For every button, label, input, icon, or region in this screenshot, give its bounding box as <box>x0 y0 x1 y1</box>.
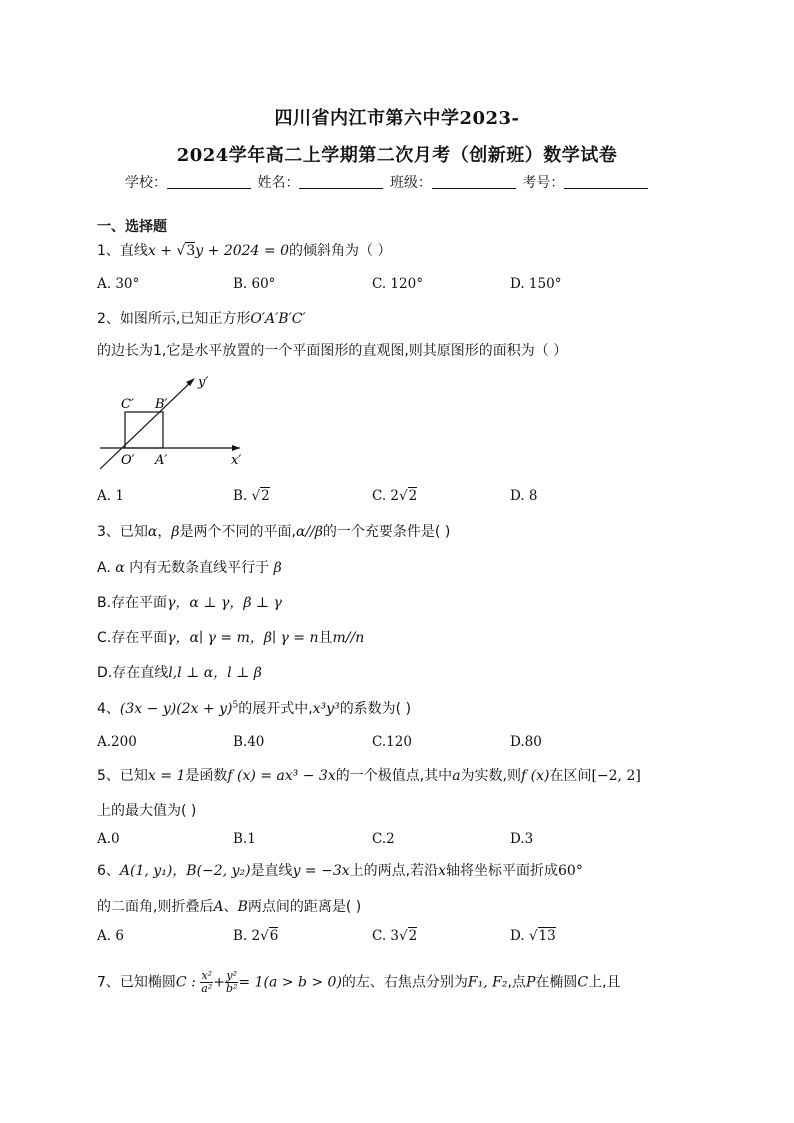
q2-line1: 2、如图所示,已知正方形 <box>97 311 251 327</box>
q5-option-a[interactable]: A.0 <box>97 831 120 847</box>
q7-frac-x: $\frac{\text{x²}}{\text{a²}}$ <box>201 969 213 995</box>
label-c: C′ <box>121 397 134 412</box>
class-label: 班级： <box>389 175 432 191</box>
label-x: x′ <box>231 453 242 468</box>
section-heading: 一、选择题 <box>97 219 167 235</box>
label-b: B′ <box>155 397 168 412</box>
question-6-line-1: 6、A(1, y₁)，B(−2, y₂)是直线y = −3x上的两点,若沿x轴将坐标平面折成60° <box>97 863 583 879</box>
q1-suffix: 的倾斜角为（ ） <box>289 243 392 259</box>
q3-option-b[interactable]: B.存在平面γ，α ⊥ γ，β ⊥ γ <box>97 595 282 611</box>
y-axis <box>100 380 193 469</box>
q4-option-d[interactable]: D.80 <box>510 734 542 750</box>
class-blank[interactable] <box>432 174 516 189</box>
q1-sqrt: 3 <box>186 243 196 259</box>
q5-option-d[interactable]: D.3 <box>510 831 534 847</box>
q1-prefix: 1、直线 <box>97 243 148 259</box>
student-info-row <box>125 172 650 192</box>
school-blank[interactable] <box>167 174 251 189</box>
number-blank[interactable] <box>564 174 648 189</box>
square-oabc <box>125 412 163 448</box>
exam-title-line-1: 四川省内江市第六中学2023- <box>274 108 520 129</box>
q2-figure <box>97 372 257 472</box>
name-label: 姓名： <box>257 175 300 191</box>
q6-option-d[interactable]: D. √13 <box>510 928 556 944</box>
number-label: 考号： <box>522 175 565 191</box>
label-o: O′ <box>121 453 135 468</box>
q7-frac-y: $\frac{\text{y²}}{\text{b²}}$ <box>225 969 238 995</box>
school-label: 学校： <box>125 175 167 191</box>
q4-option-a[interactable]: A.200 <box>97 734 137 750</box>
x-axis-arrow-icon <box>232 445 240 451</box>
q1-expr-a: x + <box>147 243 177 259</box>
q3-option-d[interactable]: D.存在直线l,l ⊥ α，l ⊥ β <box>97 665 262 681</box>
q6-option-a[interactable]: A. 6 <box>97 928 124 944</box>
q1-option-a[interactable]: A. 30° <box>97 276 140 292</box>
question-5-line-1: 5、已知x = 1是函数f (x) = ax³ − 3x的一个极值点,其中a为实数,则f (x)在区间[−2, 2] <box>97 768 641 784</box>
q1-option-d[interactable]: D. 150° <box>510 276 562 292</box>
question-3: 3、已知α，β是两个不同的平面,α//β的一个充要条件是( ) <box>97 524 451 540</box>
label-a: A′ <box>155 453 168 468</box>
label-y: y′ <box>198 375 209 390</box>
name-blank[interactable] <box>299 174 383 189</box>
q3-option-a[interactable]: A. α 内有无数条直线平行于 β <box>97 560 282 576</box>
q1-expr-b: y + 2024 = 0 <box>195 243 290 259</box>
question-6-line-2: 的二面角,则折叠后A、B两点间的距离是( ) <box>97 899 362 915</box>
q2-shape: O′A′B′C′ <box>250 311 306 327</box>
question-2-line-2: 的边长为1,它是水平放置的一个平面图形的直观图,则其原图形的面积为（ ） <box>97 343 568 359</box>
question-7: 7、已知椭圆C : $\frac{\text{x²}}{\text{a²}}$ + $\frac{\text{y²}}{\text{b²}}$ = 1(a > b > 0)的左、右焦点分别为F₁, F₂,点P在椭圆C上,且 <box>97 969 621 995</box>
q1-option-c[interactable]: C. 120° <box>372 276 423 292</box>
q6-option-c[interactable]: C. 3√2 <box>372 928 418 944</box>
question-4: 4、$(3x - y)(2x + y)^5$的展开式中,x³y³的系数为( ) <box>97 700 412 717</box>
q1-option-b[interactable]: B. 60° <box>233 276 276 292</box>
q2-option-c[interactable]: C. 2√2 <box>372 488 418 504</box>
question-1: 1、直线x + √3y + 2024 = 0的倾斜角为（ ） <box>97 243 392 259</box>
q2-option-b[interactable]: B. √2 <box>233 488 270 504</box>
q6-option-b[interactable]: B. 2√6 <box>233 928 279 944</box>
q5-option-b[interactable]: B.1 <box>233 831 256 847</box>
q4-option-b[interactable]: B.40 <box>233 734 265 750</box>
q2-option-a[interactable]: A. 1 <box>97 488 124 504</box>
exam-title-line-2: 2024学年高二上学期第二次月考（创新班）数学试卷 <box>176 145 618 166</box>
question-5-line-2: 上的最大值为( ) <box>97 803 197 819</box>
q5-option-c[interactable]: C.2 <box>372 831 395 847</box>
q4-option-c[interactable]: C.120 <box>372 734 412 750</box>
q3-option-c[interactable]: C.存在平面γ，α∣ γ = m，β∣ γ = n且m//n <box>97 630 365 646</box>
q2-option-d[interactable]: D. 8 <box>510 488 538 504</box>
question-2-line-1 <box>97 308 306 328</box>
